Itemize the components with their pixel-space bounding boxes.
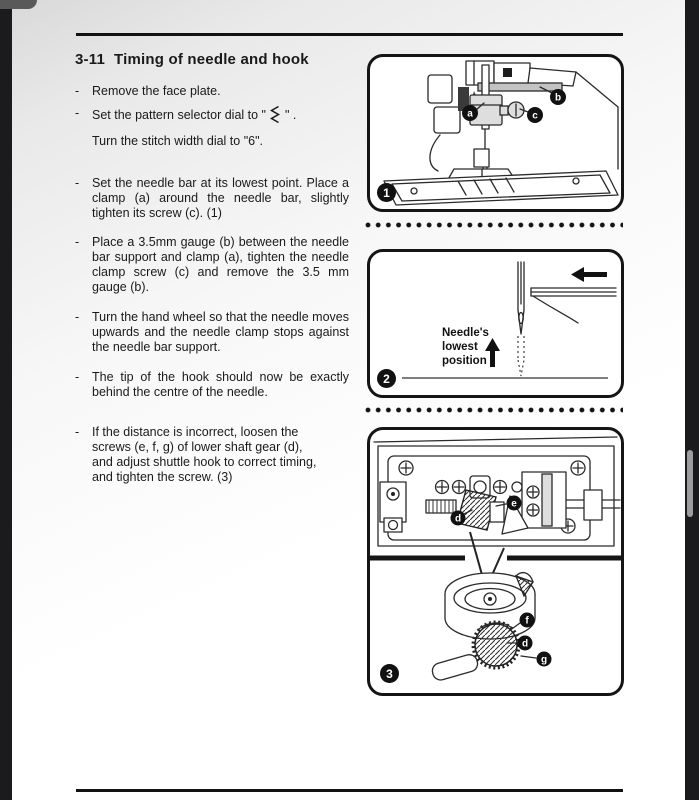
- shuttle-hook-illustration: [370, 430, 621, 693]
- bullet-dash: -: [75, 425, 80, 439]
- instruction-step: [75, 310, 349, 355]
- dotted-separator: [365, 222, 623, 228]
- instruction-step: [75, 370, 349, 400]
- part-label-b: b: [554, 92, 562, 104]
- bullet-dash: -: [75, 84, 80, 98]
- part-label-e: e: [511, 498, 517, 510]
- figure-number-badge: 3: [380, 664, 399, 683]
- dotted-separator: [365, 407, 623, 413]
- step-text: Place a 3.5mm gauge (b) between the needle bar support and clamp (a), tighten the needle clamp screw (c) and remove the 3.5 mm gauge (b).: [92, 235, 349, 294]
- figure-needle-bar-clamp: [367, 54, 624, 212]
- zigzag-stitch-icon: [270, 105, 280, 124]
- step-text: Turn the stitch width dial to "6".: [92, 134, 263, 148]
- bullet-dash: -: [75, 310, 80, 324]
- figure-needle-lowest-position: [367, 249, 624, 398]
- step-text: Set the needle bar at its lowest point. Place a clamp (a) around the needle bar, slightly tighten its screw (c). (1): [92, 176, 349, 220]
- section-number: 3-11: [75, 51, 105, 68]
- needle-bar-illustration: [370, 57, 621, 209]
- bullet-dash: -: [75, 106, 80, 120]
- step-text: Set the pattern selector dial to " " .: [92, 106, 296, 125]
- figure-number-badge: 1: [377, 183, 396, 202]
- step-text: The tip of the hook should now be exactly behind the centre of the needle.: [92, 370, 349, 399]
- figure-number-badge: 2: [377, 369, 396, 388]
- needle-position-illustration: [370, 252, 621, 395]
- instruction-substep: [75, 134, 349, 149]
- part-label-d2: d: [521, 638, 529, 650]
- scrollbar-track[interactable]: [685, 0, 699, 800]
- instruction-step: [75, 235, 349, 295]
- header-rule: [76, 33, 623, 36]
- viewer-corner-tab: [0, 0, 37, 9]
- figure-lower-shaft-gear: [367, 427, 624, 696]
- annotation-line: position: [442, 355, 487, 367]
- instruction-step: [75, 106, 349, 125]
- instruction-step: [75, 84, 349, 99]
- page-title: [75, 51, 349, 69]
- part-label-d: d: [454, 513, 462, 525]
- scrollbar-thumb[interactable]: [687, 450, 693, 517]
- instruction-step: [75, 425, 325, 485]
- part-label-g: g: [540, 654, 548, 666]
- viewer-left-edge: [0, 0, 12, 800]
- step-text: If the distance is incorrect, loosen the screws (e, f, g) of lower shaft gear (d), and adjust shuttle hook to correct timing, and tighten the screw. (3): [92, 425, 317, 484]
- footer-rule: [76, 789, 623, 792]
- manual-page: [12, 0, 685, 800]
- part-label-f: f: [525, 615, 529, 627]
- step-text: Turn the hand wheel so that the needle moves upwards and the needle clamp stops against the needle bar support.: [92, 310, 349, 354]
- bullet-dash: -: [75, 370, 80, 384]
- step-text: Remove the face plate.: [92, 84, 221, 98]
- instruction-step: [75, 176, 349, 221]
- instruction-column: [75, 51, 349, 485]
- annotation-line: Needle's: [442, 327, 489, 339]
- part-label-a: a: [467, 108, 473, 120]
- section-title: Timing of needle and hook: [114, 51, 309, 68]
- part-label-c: c: [532, 110, 538, 122]
- bullet-dash: -: [75, 235, 80, 249]
- annotation-line: lowest: [442, 341, 478, 353]
- bullet-dash: -: [75, 176, 80, 190]
